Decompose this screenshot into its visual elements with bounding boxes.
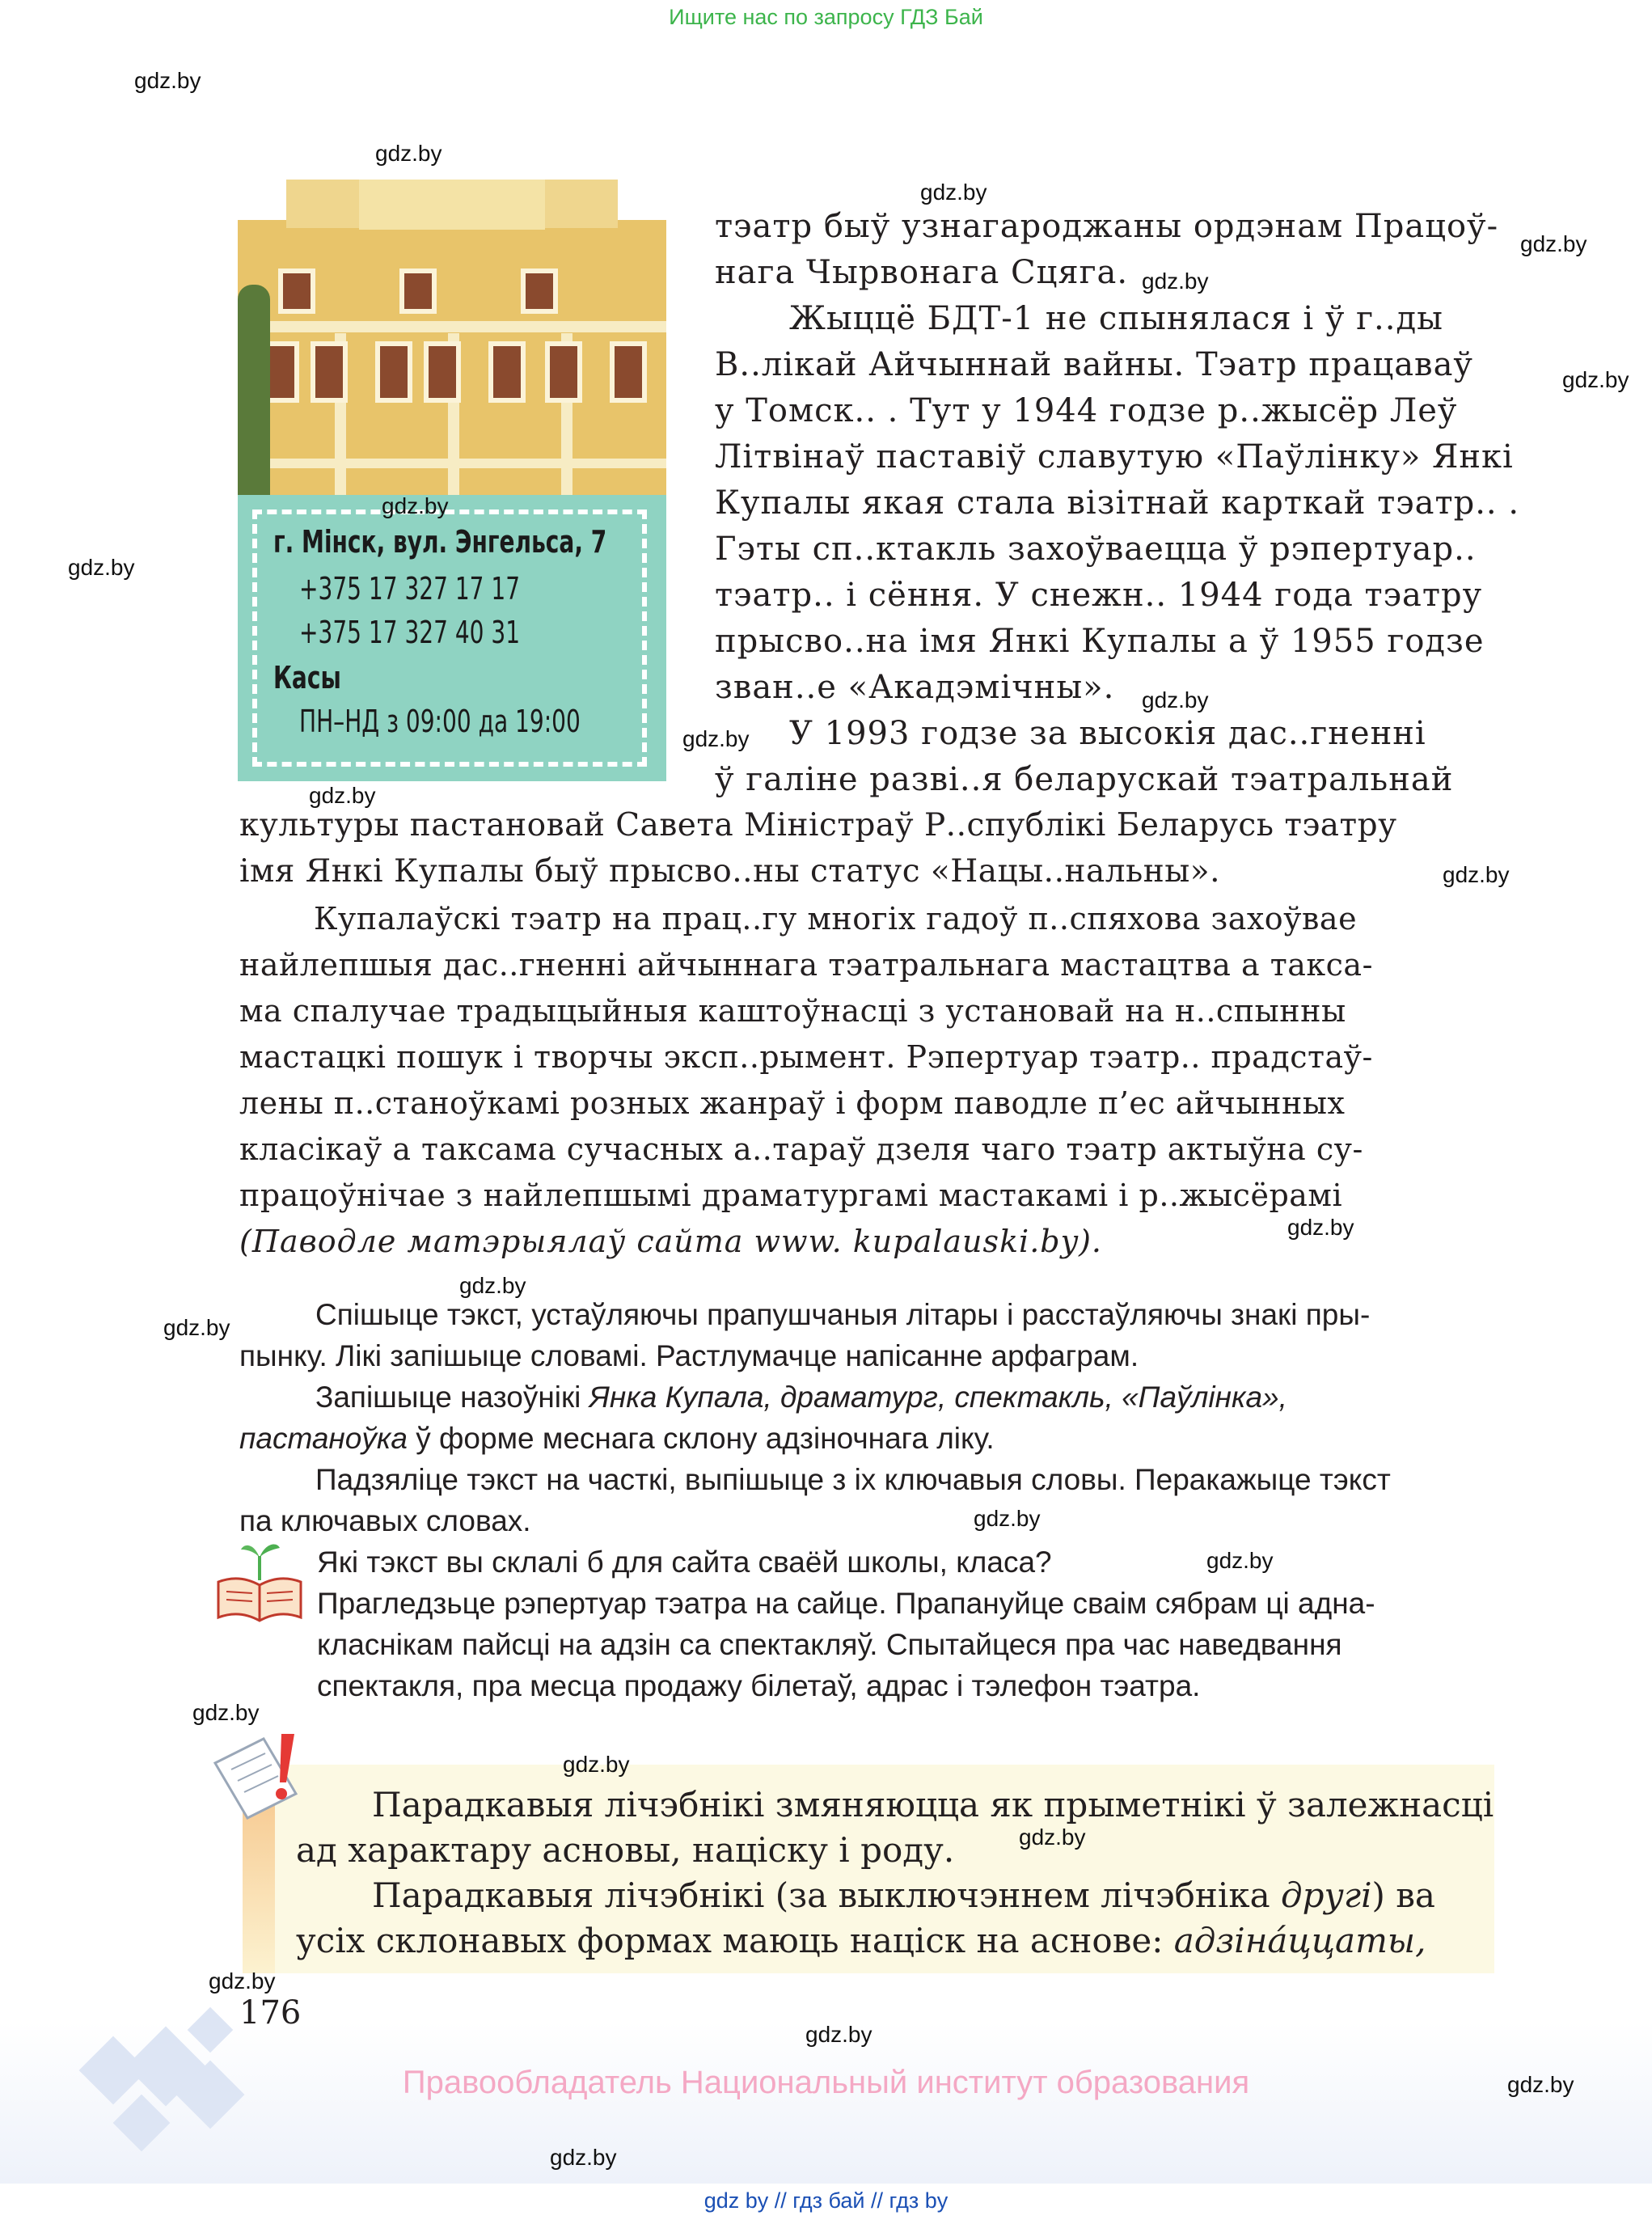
text-line: Купалаўскі тэатр на прац..гу многіх гадоў п..спяхова захоўвае xyxy=(314,901,1358,937)
text-line: культуры пастановай Савета Міністраў Р..спублікі Беларусь тэатру xyxy=(239,807,1397,844)
watermark: gdz.by xyxy=(1142,268,1209,294)
watermark: gdz.by xyxy=(163,1315,230,1340)
page-number: 176 xyxy=(239,1994,302,2032)
task-line: Запішыце назоўнікі Янка Купала, драматург, спектакль, «Паўлінка», xyxy=(315,1380,1287,1414)
task-line: Які тэкст вы склалі б для сайта сваёй школы, класа? xyxy=(317,1545,1052,1579)
theatre-phone-1: +375 17 327 17 17 xyxy=(299,571,521,607)
text-line: ў галіне разві..я беларускай тэатральнай xyxy=(715,761,1454,798)
watermark: gdz.by xyxy=(1562,367,1629,392)
text-line: працоўнічае з найлепшымі драматургамі мастакамі і р..жысёрамі xyxy=(239,1178,1343,1213)
text-line: класікаў а таксама сучасных а..тараў дзеля чаго тэатр актыўна су- xyxy=(239,1131,1363,1167)
text-line: мастацкі пошук і творчы эксп..рымент. Рэпертуар тэатр.. прадстаў- xyxy=(239,1039,1373,1075)
task-line: Спішыце тэкст, устаўляючы прапушчаныя літары і расстаўляючы знакі пры- xyxy=(315,1298,1371,1331)
bottom-links[interactable]: gdz by // гдз бай // гдз by xyxy=(703,2188,949,2213)
theatre-phone-2: +375 17 327 40 31 xyxy=(299,615,521,650)
task-line: спектакля, пра месца продажу білетаў, адрас і тэлефон тэатра. xyxy=(317,1669,1201,1702)
watermark: gdz.by xyxy=(1507,2072,1574,2097)
watermark: gdz.by xyxy=(309,783,376,808)
watermark: gdz.by xyxy=(1443,862,1510,887)
text-line: прысво..на імя Янкі Купалы а ў 1955 годзе xyxy=(715,623,1485,660)
rule-line: усіх склонавых формах маюць націск на аснове: адзіна́ццаты, xyxy=(296,1921,1426,1960)
text-line: Літвінаў паставіў славутую «Паўлінку» Янкі xyxy=(715,438,1514,476)
watermark: gdz.by xyxy=(563,1752,630,1777)
watermark: gdz.by xyxy=(1019,1824,1086,1850)
text-line: У 1993 годзе за высокія дас..гненні xyxy=(789,715,1426,752)
note-exclamation-icon xyxy=(207,1731,312,1828)
box-office-hours: ПН–НД з 09:00 да 19:00 xyxy=(299,704,581,739)
watermark: gdz.by xyxy=(209,1968,276,1994)
rule-line: Парадкавыя лічэбнікі змяняюцца як прыметнікі ў залежнасці xyxy=(372,1785,1494,1824)
text-line: В..лікай Айчыннай вайны. Тэатр працаваў xyxy=(715,346,1473,383)
watermark: gdz.by xyxy=(550,2145,617,2170)
task-line: пынку. Лікі запішыце словамі. Растлумачце напісанне арфаграм. xyxy=(239,1339,1139,1372)
watermark: gdz.by xyxy=(382,493,449,518)
watermark: gdz.by xyxy=(375,141,442,166)
text-line: тэатр.. і сёння. У снежн.. 1944 года тэатру xyxy=(715,577,1483,614)
watermark: gdz.by xyxy=(974,1506,1041,1531)
text-line: імя Янкі Купалы быў прысво..ны статус «Нацы..нальны». xyxy=(239,853,1221,890)
text-line: Гэты сп..ктакль захоўваецца ў рэпертуар.. xyxy=(715,531,1477,568)
box-office-label: Касы xyxy=(273,660,341,696)
watermark: gdz.by xyxy=(1520,231,1587,256)
watermark: gdz.by xyxy=(1206,1548,1274,1573)
theatre-address: г. Мінск, вул. Энгельса, 7 xyxy=(273,524,607,560)
text-line: у Томск.. . Тут у 1944 годзе р..жысёр Леў xyxy=(715,392,1458,429)
watermark: gdz.by xyxy=(920,180,987,205)
text-line: Купалы якая стала візітнай карткай тэатр.. . xyxy=(715,484,1520,522)
text-line: тэатр быў узнагароджаны ордэнам Працоў- xyxy=(715,208,1499,245)
task-line: пастаноўка ў форме меснага склону адзіночнага ліку. xyxy=(239,1422,995,1455)
open-book-sprout-icon xyxy=(212,1543,307,1624)
rule-line: ад характару асновы, націску і роду. xyxy=(296,1830,955,1870)
text-line: зван..е «Акадэмічны». xyxy=(715,669,1115,706)
watermark: gdz.by xyxy=(1142,687,1209,712)
copyright-notice: Правообладатель Национальный институт образования xyxy=(402,2065,1250,2100)
watermark: gdz.by xyxy=(682,726,750,751)
rule-line: Парадкавыя лічэбнікі (за выключэннем лічэбніка другі) ва xyxy=(372,1875,1435,1915)
task-line: Падзяліце тэкст на часткі, выпішыце з іх ключавыя словы. Перакажыце тэкст xyxy=(315,1463,1391,1496)
watermark: gdz.by xyxy=(68,555,135,580)
watermark: gdz.by xyxy=(805,2022,872,2047)
watermark: gdz.by xyxy=(192,1700,260,1725)
top-banner[interactable]: Ищите нас по запросу ГДЗ Бай xyxy=(669,5,983,29)
text-line: найлепшыя дас..гненні айчыннага тэатральнага мастацтва а такса- xyxy=(239,947,1373,983)
task-line: па ключавых словах. xyxy=(239,1504,531,1537)
watermark: gdz.by xyxy=(459,1273,526,1298)
text-line: ма спалучае традыцыйныя каштоўнасці з установай на н..спынны xyxy=(239,993,1346,1029)
task-line: Прагледзьце рэпертуар тэатра на сайце. Прапануйце сваім сябрам ці адна- xyxy=(317,1587,1375,1620)
watermark: gdz.by xyxy=(1287,1215,1354,1240)
text-line: нага Чырвонага Сцяга. xyxy=(715,254,1129,291)
watermark: gdz.by xyxy=(134,68,201,93)
task-line: класнікам пайсці на адзін са спектакляў. Спытайцеся пра час наведвання xyxy=(317,1628,1342,1661)
source-line: (Паводле матэрыялаў сайта www. kupalauski.by). xyxy=(239,1224,1102,1259)
text-line: лены п..станоўкамі розных жанраў і форм паводле п’ес айчынных xyxy=(239,1085,1346,1121)
theatre-photo xyxy=(238,180,666,781)
text-line: Жыццё БДТ-1 не спынялася і ў г..ды xyxy=(789,300,1443,337)
